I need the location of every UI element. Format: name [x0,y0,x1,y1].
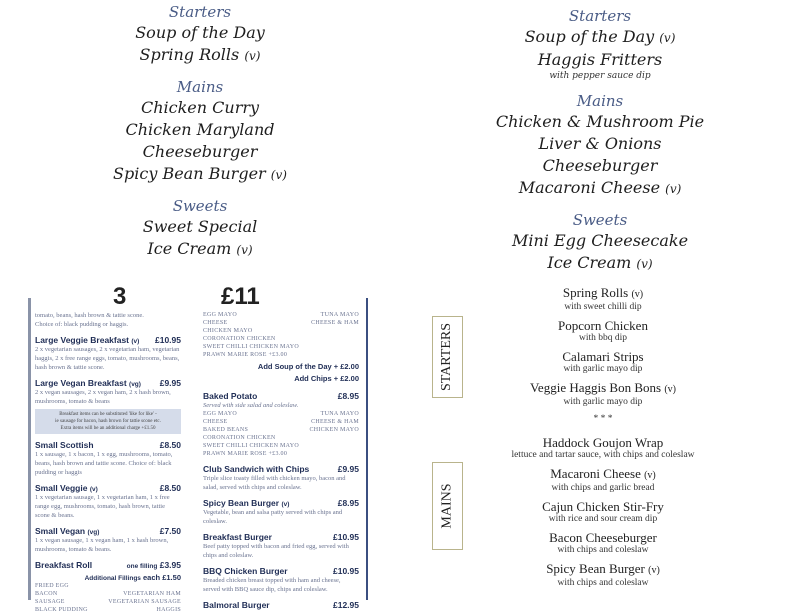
item-description: with chips and coleslaw [557,578,649,588]
menu-item [503,380,703,397]
item-name: Chicken & Mushroom Pie [495,112,705,131]
section-heading: Mains [576,92,624,110]
filling: VEGETARIAN SAUSAGE [108,599,181,605]
item-name-wrap [203,566,288,576]
item-name: Mini Egg Cheesecake [511,231,689,250]
item-name-wrap [203,532,272,542]
filling-row [203,410,359,418]
item-name: Club Sandwich with Chips [203,464,310,474]
item-price: £9.95 [337,464,359,474]
item-tag: (v) [270,168,287,182]
starters-section-label [432,316,463,398]
heading-fragment: 3 [113,283,127,310]
fillings-list [203,311,359,359]
menu-item [0,44,400,67]
item-name: Ice Cream [547,253,632,272]
menu-item [400,177,800,200]
item-name: Cajun Chicken Stir-Fry [542,499,664,514]
item-tag: (vg) [87,529,100,536]
menu-item [400,133,800,155]
item-name-wrap [35,526,99,536]
item-name: Ice Cream [147,239,232,258]
item-price: £12.95 [333,600,359,610]
item-name: Cheeseburger [542,156,658,175]
section-heading: Sweets [572,211,628,229]
item-name: Cheeseburger [142,142,258,161]
item-description: with sweet chilli dip [564,302,642,312]
item-description: 1 x vegetarian sausage, 1 x vegetarian ham, 1 x free range egg, mushrooms, tomato, hash brown, tattie scone & beans. [35,494,170,519]
filling: SWEET CHILLI CHICKEN MAYO [203,443,299,449]
filling: EGG MAYO [203,411,238,417]
item-name-wrap [35,378,141,388]
item-name: Spicy Bean Burger [546,561,645,576]
item-description: with chips and coleslaw [557,545,649,555]
filling-row [203,450,359,458]
add-chips-option: Add Chips + £2.00 [294,374,359,383]
section-heading: Sweets [172,197,228,215]
item-name: Large Veggie Breakfast [35,335,130,345]
item-description: Beef patty topped with bacon and fried egg, served with chips and coleslaw. [203,543,349,559]
filling: HAGGIS [156,607,181,613]
filling-row [203,319,359,327]
filling-row [203,434,359,442]
note-line: ie sausage for bacon, hash brown for tattie scone etc. [55,419,161,424]
filling-row [203,426,359,434]
menu-item [0,216,400,238]
menu-image-c [400,285,800,600]
item-name: Breakfast Roll [35,560,93,570]
filling: CHEESE & HAM [311,320,359,326]
menu-item-header [203,600,359,610]
filling: CHEESE [203,419,228,425]
menu-item [503,466,703,483]
item-price: £9.95 [159,378,181,388]
item-tag: (vg) [129,381,141,388]
item-name: Haggis Fritters [537,50,663,69]
item-description: with rice and sour cream dip [548,514,658,524]
menu-item [400,26,800,49]
filling: SAUSAGE [35,599,65,605]
item-description: with pepper sauce dip [549,71,651,81]
menu-item-header [203,498,359,508]
menu-item [0,119,400,141]
section-divider: * * * [593,414,613,424]
item-description: tomato, beans, hash brown & tattie scone. [35,312,144,319]
filling-row [203,418,359,426]
item-name: Liver & Onions [538,134,662,153]
cafe-menu-image [28,283,368,613]
menu-item-header [35,560,181,570]
item-name: Balmoral Burger [203,600,270,610]
menu-item [503,499,703,514]
menu-image-a [0,0,400,292]
item-description: 1 x sausage, 1 x bacon, 1 x egg, mushrooms, tomato, beans, hash brown and tattie scone. Choice of: black pudding or haggis [35,451,173,476]
item-tag: (v) [236,243,253,257]
item-price: £3.95 [159,560,181,570]
filling: BACON [35,591,58,597]
substitution-note [35,409,181,434]
additional-fillings [35,573,181,582]
section-heading: Mains [176,78,224,96]
mains-section-label [432,462,463,550]
menu-item [400,155,800,177]
item-tag: (v) [244,49,261,63]
filling: SWEET CHILLI CHICKEN MAYO [203,344,299,350]
heading-fragment: £11 [221,283,260,310]
menu-item-header [35,378,181,388]
section-heading: Starters [168,3,232,21]
filling-row [35,598,181,606]
menu-item-header [203,464,359,474]
menu-item [400,230,800,252]
item-name: Spicy Bean Burger [203,498,280,508]
item-tag: (v) [664,384,676,395]
item-price: £8.95 [337,391,359,401]
item-name: Baked Potato [203,391,258,401]
menu-item [503,561,703,578]
filling: CHICKEN MAYO [309,427,359,433]
item-price: £7.50 [159,526,181,536]
filling-row [203,335,359,343]
item-description: Choice of: black pudding or haggis. [35,321,129,328]
filling-row [203,327,359,335]
qualifier: each [143,573,161,582]
item-name-wrap [203,464,309,474]
filling: PRAWN MARIE ROSE +£3.00 [203,352,288,358]
filling: TUNA MAYO [320,411,359,417]
menu-item-header [35,526,181,536]
item-description: Served with side salad and coleslaw. [203,402,299,409]
filling: FRIED EGG [35,583,69,589]
filling: VEGETARIAN HAM [123,591,181,597]
qualifier: one filling [126,563,158,570]
item-tag: (v) [665,182,682,196]
menu-item-header [35,483,181,493]
item-name-wrap [203,498,289,508]
filling: CHICKEN MAYO [203,328,253,334]
menu-item [0,238,400,261]
section-heading: Starters [568,7,632,25]
add-soup-option: Add Soup of the Day + £2.00 [257,362,359,371]
item-name-wrap [203,391,257,401]
item-description: lettuce and tartar sauce, with chips and coleslaw [511,450,695,460]
item-name: Small Vegan [35,526,86,536]
item-price: £10.95 [333,566,359,576]
item-name-wrap [35,483,98,493]
item-name: Small Scottish [35,440,94,450]
item-name-wrap [35,335,139,345]
item-description: with chips and garlic bread [551,483,655,493]
item-name: Large Vegan Breakfast [35,378,127,388]
filling-row [35,606,181,614]
menu-item [503,285,703,302]
filling-row [35,582,181,590]
item-description: Vegetable, bean and salsa patty served with chips and coleslaw. [203,509,343,525]
item-price: £8.50 [159,440,181,450]
item-name: Popcorn Chicken [558,318,648,333]
price-wrap [127,560,181,570]
item-name: Spring Rolls [562,285,629,300]
item-tag: (v) [89,486,98,493]
filling-row [203,442,359,450]
item-name: Chicken Curry [140,98,260,117]
item-name: Soup of the Day [524,27,655,46]
item-name: Calamari Strips [562,349,644,364]
menu-item [400,111,800,133]
item-price: £8.50 [159,483,181,493]
item-name: Haddock Goujon Wrap [542,435,664,450]
baked-potato [203,391,359,458]
filling: BLACK PUDDING [35,607,88,613]
item-name: Macaroni Cheese [550,466,641,481]
item-name: BBQ Chicken Burger [203,566,288,576]
item-tag: (v) [644,470,656,481]
item-price: £10.95 [155,335,181,345]
item-tag: (v) [131,338,140,345]
item-name: Chicken Maryland [125,120,275,139]
menu-item [0,163,400,186]
filling: EGG MAYO [203,312,238,318]
mains-label-text: MAINS [439,483,455,529]
item-price: £1.50 [162,573,181,582]
menu-item-header [203,532,359,542]
item-name: Macaroni Cheese [518,178,661,197]
item-name: Bacon Cheeseburger [549,530,657,545]
item-tag: (v) [659,31,676,45]
item-name: Soup of the Day [135,23,265,42]
menu-item [0,141,400,163]
item-description: Breaded chicken breast topped with ham and cheese, served with BBQ sauce dip, chips and coleslaw. [203,577,341,593]
menu-item-header [203,391,359,401]
menu-item [0,97,400,119]
item-name: Breakfast Burger [203,532,272,542]
label: Additional Fillings [84,575,141,582]
item-name-wrap [203,600,270,610]
item-description: with bbq dip [578,333,628,343]
item-tag: (v) [281,501,290,508]
item-description: Triple slice toasty filled with chicken mayo, bacon and salad, served with chips and coleslaw. [203,475,346,491]
filling: BAKED BEANS [203,427,249,433]
item-name: Small Veggie [35,483,88,493]
menu-item [0,22,400,44]
starters-label-text: STARTERS [439,322,455,392]
item-description: 2 x vegetarian sausages, 2 x vegetarian ham, vegetarian haggis, 2 x free range eggs, tomato, mushrooms, beans, hash brown & tattie scone. [35,346,180,371]
menu-image-b [400,0,800,292]
menu-item [503,530,703,545]
filling-row [203,351,359,359]
menu-item-header [203,566,359,576]
filling: CHEESE & HAM [311,419,359,425]
item-name: Spring Rolls [139,45,240,64]
item-description: 1 x vegan sausage, 1 x vegan ham, 1 x hash brown, mushrooms, tomato & beans. [35,537,169,553]
menu-item [400,49,800,71]
menu-item-header [35,440,181,450]
item-tag: (v) [648,565,660,576]
filling: TUNA MAYO [320,312,359,318]
item-description: with garlic mayo dip [563,397,643,407]
filling-row [203,343,359,351]
menu-item [400,252,800,275]
item-tag: (v) [631,289,644,300]
filling: CORONATION CHICKEN [203,435,276,441]
note-line: Breakfast items can be substituted 'like for like' - [59,412,157,417]
menu-item [503,318,703,333]
filling-row [35,590,181,598]
item-price: £8.95 [337,498,359,508]
item-name-wrap [35,440,94,450]
item-description: 2 x vegan sausages, 2 x vegan ham, 2 x hash brown, mushrooms, tomato & beans [35,389,171,405]
menu-item-header [35,335,181,345]
filling: CHEESE [203,320,228,326]
filling-row [203,311,359,319]
filling: PRAWN MARIE ROSE +£3.00 [203,451,288,457]
menu-item [503,435,703,450]
menu-item [503,349,703,364]
filling: CORONATION CHICKEN [203,336,276,342]
item-price: £10.95 [333,532,359,542]
item-name: Spicy Bean Burger [113,164,266,183]
item-tag: (v) [636,257,653,271]
item-name: Veggie Haggis Bon Bons [529,380,662,395]
note-line: Extra items will be an additional charge +£1.50 [60,426,156,431]
item-description: with garlic mayo dip [563,364,643,374]
item-name: Sweet Special [142,217,258,236]
